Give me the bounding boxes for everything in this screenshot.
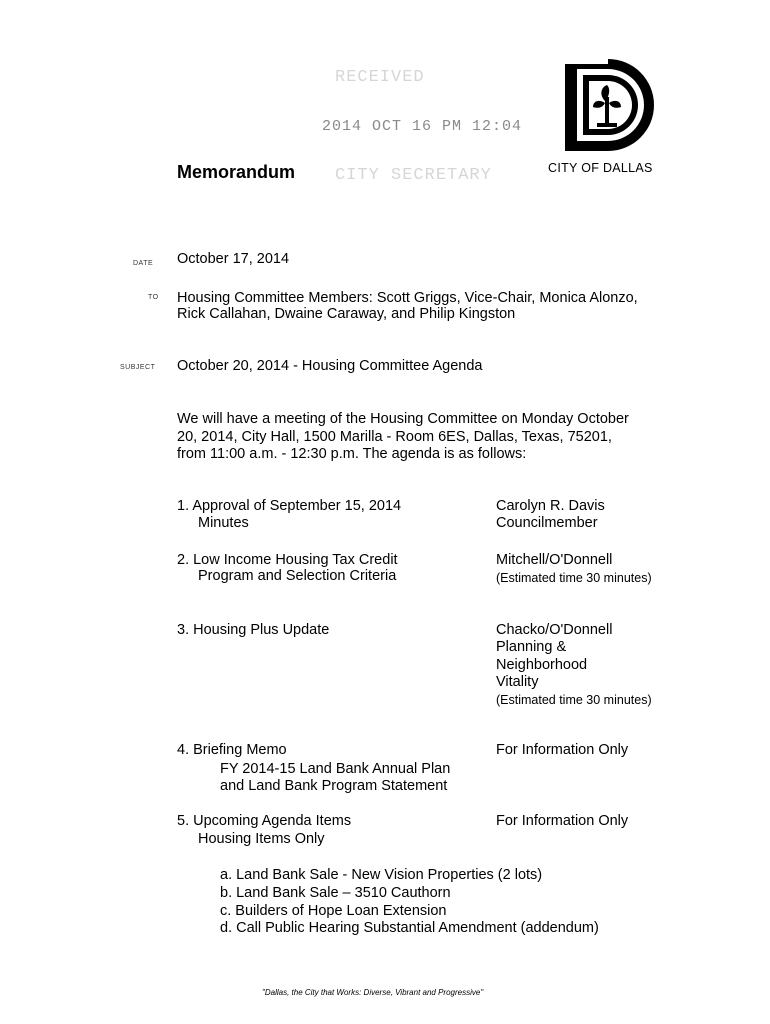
city-name: CITY OF DALLAS [548, 161, 653, 175]
date-value: October 17, 2014 [177, 251, 290, 267]
to-line-1: Housing Committee Members: Scott Griggs, Vice-Chair, Monica Alonzo, [177, 290, 638, 306]
subject-value: October 20, 2014 - Housing Committee Agenda [177, 358, 483, 374]
footer-slogan: "Dallas, the City that Works: Diverse, Vibrant and Progressive" [262, 988, 484, 997]
memorandum-title: Memorandum [177, 162, 296, 182]
to-line-2: Rick Callahan, Dwaine Caraway, and Philip Kingston [177, 306, 516, 322]
subitem-a: a. Land Bank Sale - New Vision Properties (2 lots) [220, 867, 543, 883]
agenda-item-4-title: 4. Briefing Memo [177, 742, 287, 758]
agenda-item-1-presenter-role: Councilmember [496, 515, 598, 531]
agenda-item-3-title: 3. Housing Plus Update [177, 622, 330, 638]
agenda-item-2-presenter: Mitchell/O'Donnell [496, 552, 613, 568]
received-stamp-line1: RECEIVED [335, 68, 425, 87]
subitem-d: d. Call Public Hearing Substantial Amendment (addendum) [220, 920, 599, 936]
city-of-dallas-logo [563, 57, 658, 153]
agenda-item-5-title-cont: Housing Items Only [198, 831, 325, 847]
agenda-item-4-subtitle-2: and Land Bank Program Statement [220, 778, 448, 794]
agenda-item-3-time: (Estimated time 30 minutes) [496, 693, 652, 707]
agenda-item-2-time: (Estimated time 30 minutes) [496, 571, 652, 585]
agenda-item-2-title: 2. Low Income Housing Tax Credit [177, 552, 398, 568]
agenda-item-3-presenter: Chacko/O'Donnell [496, 622, 613, 638]
received-stamp-datetime: 2014 OCT 16 PM 12:04 [322, 118, 523, 135]
agenda-item-3-dept-3: Vitality [496, 674, 539, 690]
subitem-c: c. Builders of Hope Loan Extension [220, 903, 447, 919]
agenda-item-1-presenter: Carolyn R. Davis [496, 498, 605, 514]
to-label: TO [148, 294, 159, 301]
subject-label: SUBJECT [120, 364, 156, 371]
agenda-item-1-title: 1. Approval of September 15, 2014 [177, 498, 402, 514]
intro-line-1: We will have a meeting of the Housing Committee on Monday October [177, 411, 629, 427]
agenda-item-2-title-cont: Program and Selection Criteria [198, 568, 397, 584]
agenda-item-1-title-cont: Minutes [198, 515, 249, 531]
agenda-item-4-note: For Information Only [496, 742, 629, 758]
agenda-item-5-title: 5. Upcoming Agenda Items [177, 813, 352, 829]
intro-line-3: from 11:00 a.m. - 12:30 p.m. The agenda is as follows: [177, 446, 527, 462]
agenda-item-4-subtitle-1: FY 2014-15 Land Bank Annual Plan [220, 761, 451, 777]
received-stamp-line3: CITY SECRETARY [335, 166, 492, 185]
date-label: DATE [133, 260, 154, 267]
agenda-item-3-dept-1: Planning & [496, 639, 567, 655]
subitem-b: b. Land Bank Sale – 3510 Cauthorn [220, 885, 451, 901]
agenda-item-3-dept-2: Neighborhood [496, 657, 588, 673]
agenda-item-5-note: For Information Only [496, 813, 629, 829]
intro-line-2: 20, 2014, City Hall, 1500 Marilla - Room 6ES, Dallas, Texas, 75201, [177, 429, 612, 445]
